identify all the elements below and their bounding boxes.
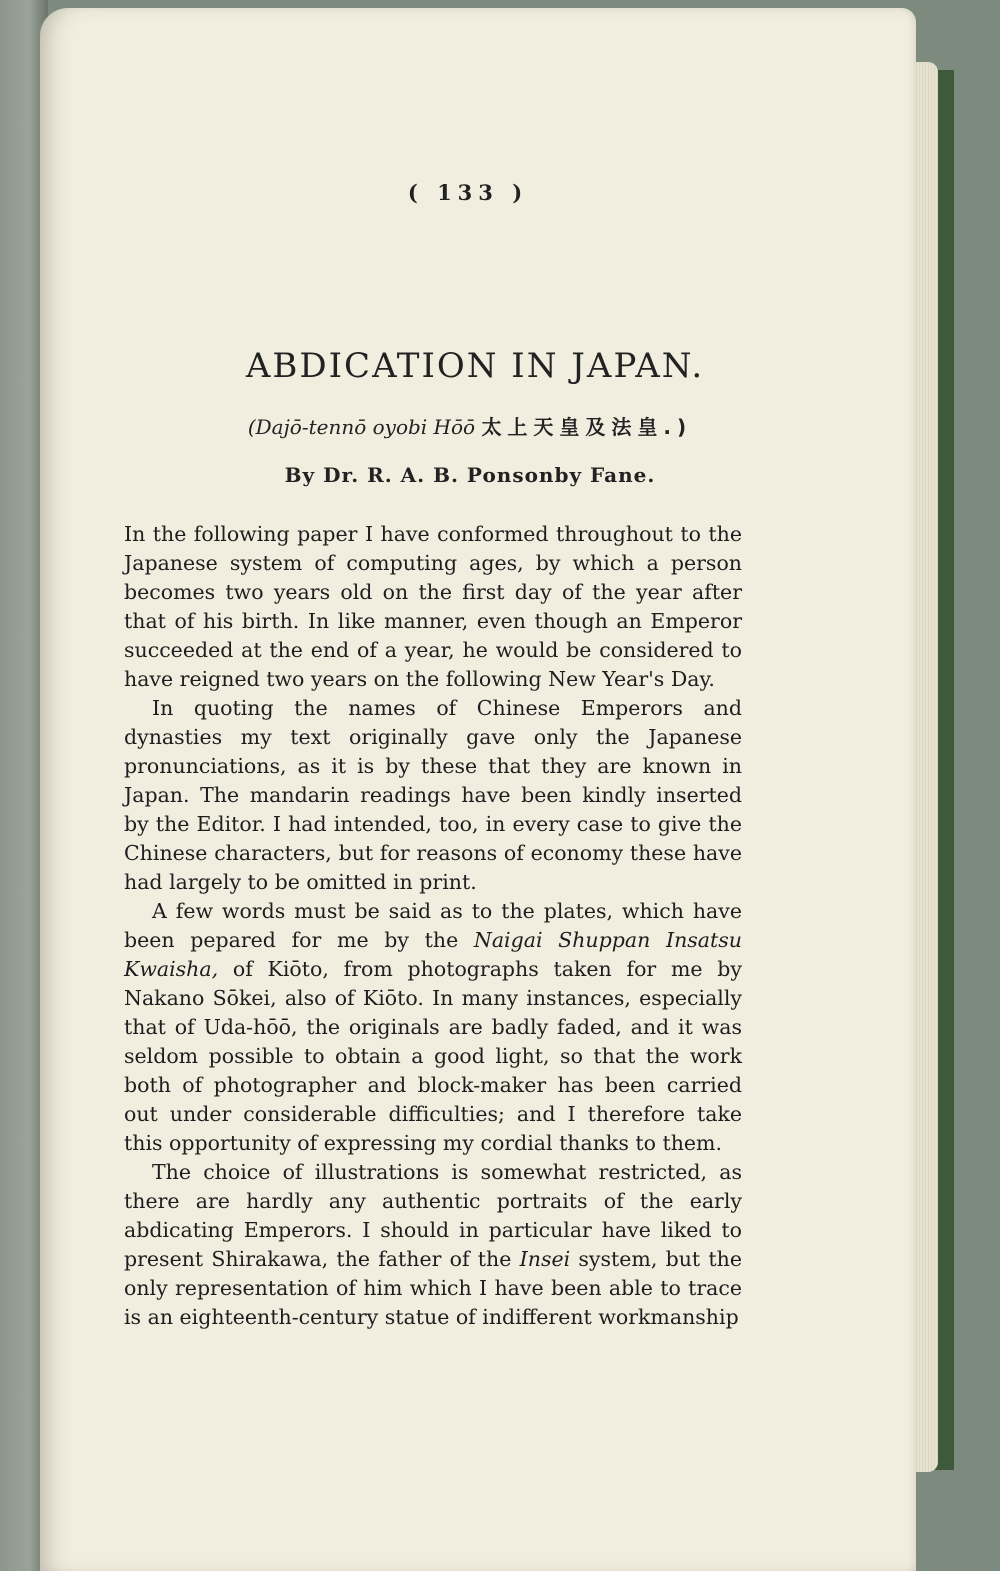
page-number: ( 133 ) [407, 180, 529, 205]
paragraph-2: In quoting the names of Chinese Emperors and dynasties my text originally gave only the Japanese pronunciations, as it is by these that they are known in Japan. The mandarin readings have been kindly inserted by the Editor. I had intended, too, in every case to give the Chinese characters, but for reasons of economy these have had largely to be omitted in print. [124, 696, 742, 894]
book-page [40, 8, 916, 1571]
article-subtitle [40, 411, 900, 440]
article-body [124, 520, 742, 1332]
article-title: ABDICATION IN JAPAN. [245, 346, 705, 386]
paragraph-4 [124, 1158, 742, 1332]
paragraph-4-text-b: system, but the only representation of him which I have been able to trace is an eighteenth-century statue of indifferent workmanship [124, 1247, 742, 1329]
paragraph-4-text-a: The choice of illustrations is somewhat restricted, as there are hardly any authentic portraits of the early abdicating Emperors. I should in particular have liked to present Shirakawa, the father of the [124, 1160, 742, 1271]
paragraph-1: In the following paper I have conformed throughout to the Japanese system of computing ages, by which a person becomes two years old on the first day of the year after that of his birth. In like manner, even though an Emperor succeeded at the end of a year, he would be considered to have reigned two years on the following New Year's Day. [124, 522, 742, 691]
paragraph-3-text-a: A few words must be said as to the plates, which have been pepared for me by the [124, 899, 742, 952]
paragraph-3-emphasis: Naigai Shuppan Insatsu Kwaisha, [124, 928, 742, 981]
article-author: By Dr. R. A. B. Ponsonby Fane. [284, 463, 656, 487]
subtitle-kanji: 太上天皇及法皇.) [481, 415, 693, 439]
paragraph-3 [124, 897, 742, 1158]
subtitle-romanized: (Dajō-tennō oyobi Hōō [247, 415, 476, 439]
paragraph-3-text-b: of Kiōto, from photographs taken for me by Nakano Sōkei, also of Kiōto. In many instances, especially that of Uda-hōō, the originals are badly faded, and it was seldom possible to obtain a good light, so that the work both of photographer and block-maker has been carried out under considerable difficulties; and I therefore take this opportunity of expressing my cordial thanks to them. [124, 957, 742, 1155]
paragraph-4-emphasis: Insei [519, 1247, 571, 1271]
